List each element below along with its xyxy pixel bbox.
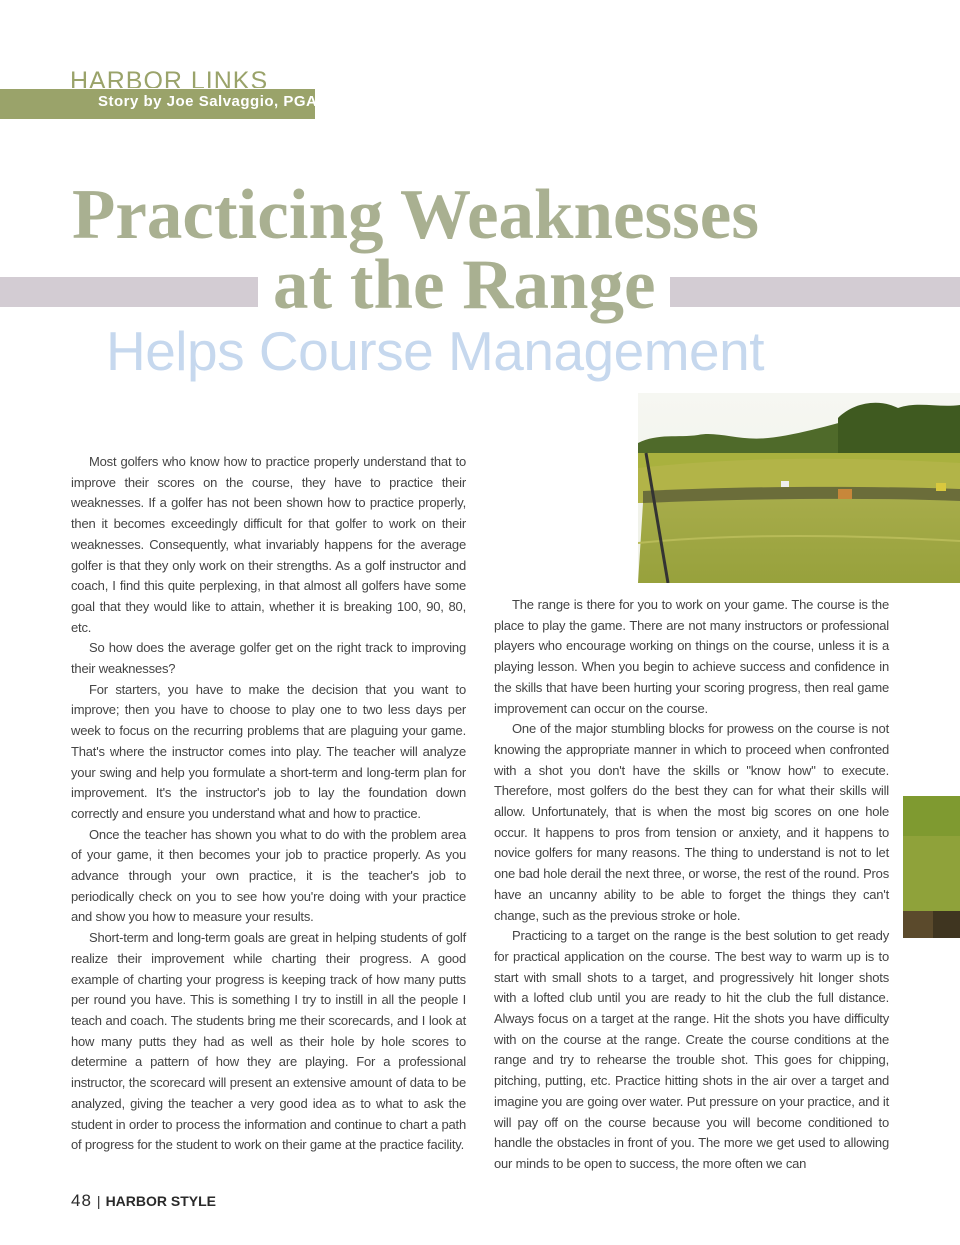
subtitle: Helps Course Management bbox=[106, 320, 765, 382]
paragraph: Most golfers who know how to practice properly understand that to improve their scores on the course, they have to practice their weaknesses. If a golfer has not been shown how to practice properly, then it becomes exceedingly difficult for that golfer to work on their weaknesses. Consequently, what invariably happens for the average golfer is that they only work on their strengths. As a golf instructor and coach, I find this quite perplexing, in that almost all golfers have some goal that they would like to attain, whether it is breaking 100, 90, 80, etc. bbox=[71, 454, 466, 635]
paragraph: Practicing to a target on the range is the best solution to get ready for practical application on the course. The best way to warm up is to start with small shots to a target, and progressively hit longer shots with a lofted club until you are ready to hit the club the full distance. Always focus on a target at the range. Hit the shots you have difficulty with on the course at the range. Create the course conditions at the range and try to rehearse the trouble shot. This goes for chipping, pitching, putting, etc. Practice hitting shots in the air over a target and imagine you are going over water. Put pressure on your practice, and it will pay off on the course because you will become conditioned to handle the obstacles in front of you. The more we get used to allowing our minds to be open to success, the more often we can bbox=[494, 928, 889, 1171]
paragraph: For starters, you have to make the decision that you want to improve; then you have to choose to play one to two less days per week to focus on the recurring problems that are plaguing your game. That's where the instructor comes into play. The teacher will analyze your swing and help you formulate a short-term and long-term plan for improvement. It's the instructor's job to lay the foundation down correctly and ensure you understand what and how to practice. bbox=[71, 681, 466, 821]
title-line-1: Practicing Weaknesses bbox=[72, 176, 759, 254]
section-label: HARBOR LINKS bbox=[70, 67, 269, 88]
byline: Story by Joe Salvaggio, PGA bbox=[98, 93, 318, 110]
paragraph: One of the major stumbling blocks for prowess on the course is not knowing the appropriate manner in which to proceed when confronted with a shot you don't have the skills or "know how" to execute. Therefore, most golfers do the best they can for what their skills will allow. Unfortunately, that is when the most big scores on one hole occur. It happens to pros from tension or anxiety, and it happens to novice golfers for many reasons. The thing to understand is not to let one bad hole derail the next three, or worse, the rest of the round. Pros have an uncanny ability to be able to forget the things they can't change, such as the previous stroke or hole. bbox=[494, 721, 889, 923]
page-footer bbox=[71, 1191, 216, 1211]
paragraph: So how does the average golfer get on the right track to improving their weaknesses? bbox=[71, 640, 466, 677]
paragraph: Once the teacher has shown you what to do with the problem area of your game, it then becomes your job to practice properly. As you advance through your own practice, it is the teacher's job to periodically check on you to see how you're doing with your practice and show you how to measure your results. bbox=[71, 826, 466, 925]
paragraph: The range is there for you to work on your game. The course is the place to play the game. There are not many instructors or professional players who encourage working on things on the course, unless it is a playing lesson. When you begin to achieve success and confidence in the skills that have been hurting your scoring progress, then real game improvement can occur on the course. bbox=[494, 597, 889, 716]
footer-separator: | bbox=[96, 1193, 101, 1209]
article-column-right bbox=[494, 595, 889, 1175]
title-line-2: at the Range bbox=[273, 246, 656, 324]
magazine-name: HARBOR STYLE bbox=[105, 1193, 217, 1209]
title-stripe-right bbox=[670, 277, 960, 307]
page-number: 48 bbox=[71, 1191, 92, 1210]
title-stripe-left bbox=[0, 277, 258, 307]
grass-side-photo bbox=[903, 796, 960, 938]
paragraph: Short-term and long-term goals are great in helping students of golf realize their improvement while charting their progress. A good example of charting your progress is keeping track of how many putts per round you have. This is something I try to instill in all the people I teach and coach. The students bring me their scorecards, and I look at how many putts they had as well as their hole by hole scores to determine a pattern of how they are playing. For a professional instructor, the scorecard will present an extensive amount of data to be analyzed, giving the teacher a very good idea as to what to ask the student in order to process the information and continue to chart a path of progress for the student to work on their game at the practice facility. bbox=[71, 930, 466, 1153]
article-column-left bbox=[71, 452, 466, 1156]
golf-range-photo bbox=[638, 393, 960, 583]
